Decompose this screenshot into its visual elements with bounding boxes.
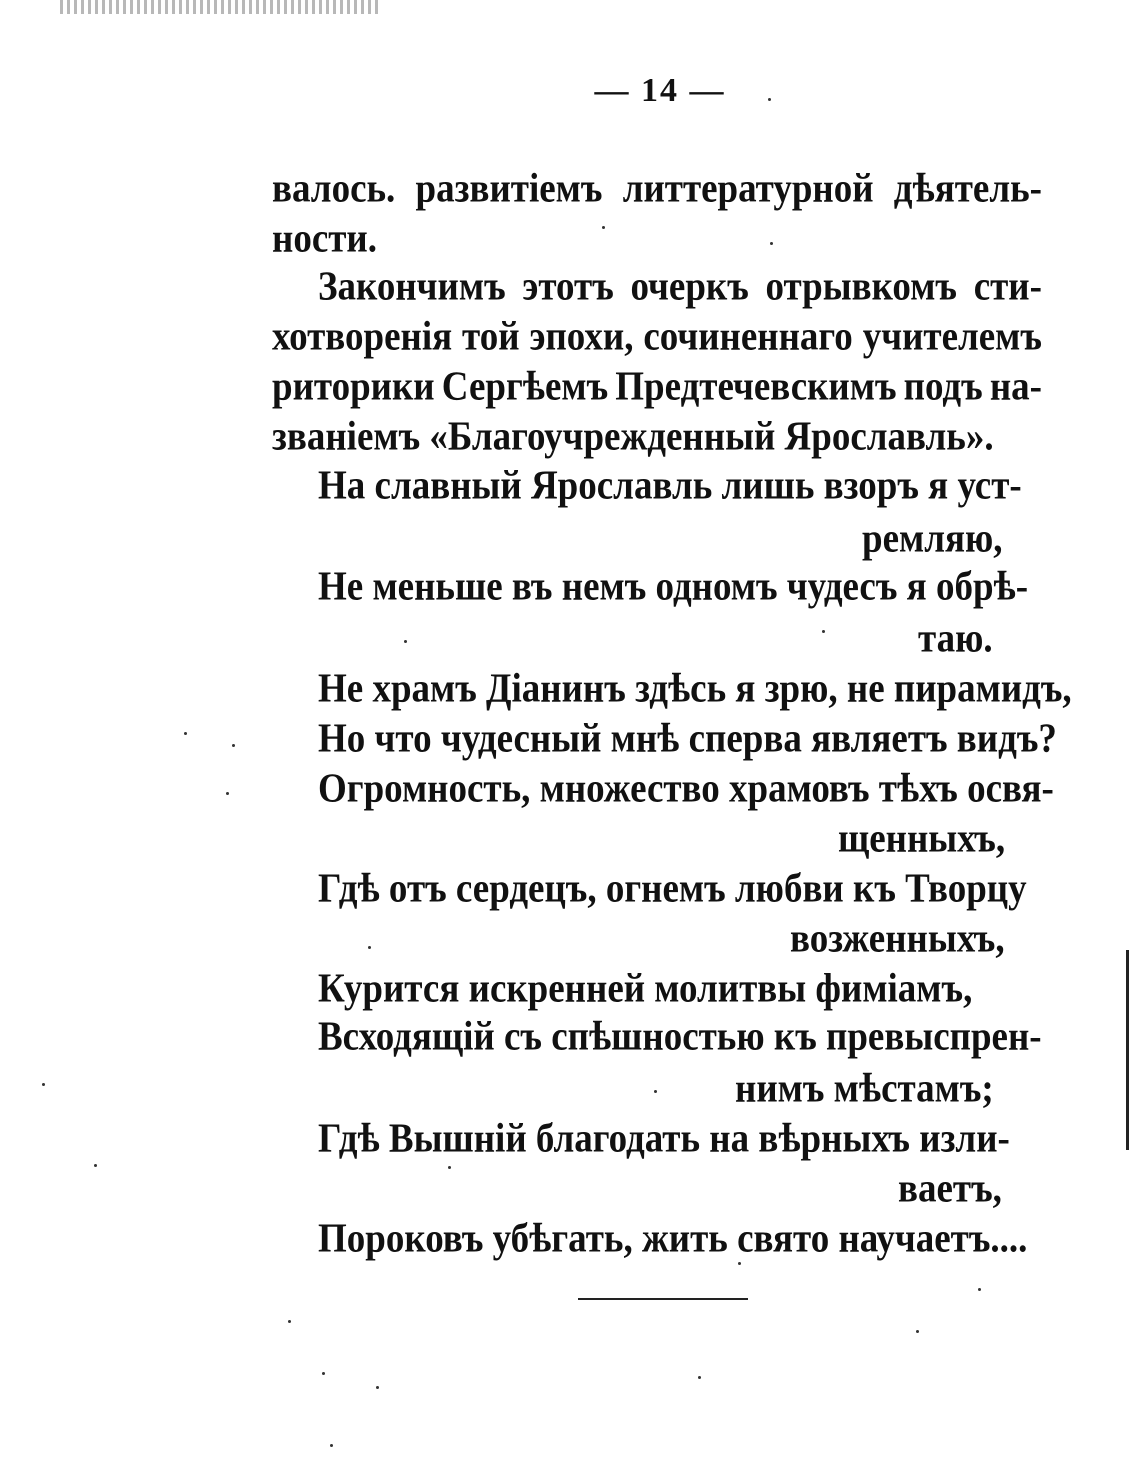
verse-line: На славный Ярославль лишь взоръ я уст- [318,462,1022,509]
speck [288,1320,291,1323]
prose-line: званіемъ «Благоучрежденный Ярославль». [272,413,994,460]
verse-line: Курится искренней молитвы фиміамъ, [318,965,973,1012]
page-number: — 14 — [594,72,726,109]
speck [768,98,771,101]
prose-line: валось. развитіемъ литтературной дѣятель- [272,165,1042,212]
verse-continuation: ваетъ, [898,1165,1002,1212]
verse-line: Огромность, множество храмовъ тѣхъ освя- [318,765,1054,812]
verse-line: Но что чудесный мнѣ сперва являетъ видъ? [318,715,1057,762]
speck [184,732,187,735]
prose-line: риторики Сергѣемъ Предтечевскимъ подъ на- [272,363,1042,410]
speck [322,1372,325,1375]
speck [916,1330,919,1333]
verse-continuation: ремляю, [862,515,1003,562]
verse-continuation: щенныхъ, [838,815,1006,862]
closing-rule [578,1298,748,1300]
verse-continuation: нимъ мѣстамъ; [735,1065,994,1112]
speck [770,242,773,245]
speck [654,1090,657,1093]
speck [42,1083,45,1086]
prose-line: Закончимъ этотъ очеркъ отрывкомъ сти- [318,263,1042,310]
speck [404,640,407,643]
speck [602,226,605,229]
top-edge-smudge [60,0,380,14]
verse-continuation: возженныхъ, [790,915,1005,962]
verse-continuation: таю. [918,615,993,662]
verse-line: Не меньше въ немъ одномъ чудесъ я обрѣ- [318,563,1029,610]
margin-rule [1126,950,1129,1150]
speck [448,1166,451,1169]
speck [232,744,235,747]
prose-line: хотворенія той эпохи, сочиненнаго учителемъ [272,313,1042,360]
speck [330,1444,333,1447]
speck [822,630,825,633]
verse-line: Пороковъ убѣгать, жить свято научаетъ.... [318,1215,1028,1262]
verse-line: Не храмъ Діанинъ здѣсь я зрю, не пирамидъ, [318,665,1072,712]
speck [738,1262,741,1265]
verse-line: Гдѣ Вышній благодать на вѣрныхъ изли- [318,1115,1010,1162]
speck [698,1376,701,1379]
speck [376,1386,379,1389]
speck [978,1288,981,1291]
speck [226,792,229,795]
prose-line: ности. [272,215,377,262]
verse-line: Гдѣ отъ сердецъ, огнемъ любви къ Творцу [318,865,1027,912]
verse-line: Всходящій съ спѣшностью къ превыспрен- [318,1013,1042,1060]
speck [368,946,371,949]
speck [94,1164,97,1167]
